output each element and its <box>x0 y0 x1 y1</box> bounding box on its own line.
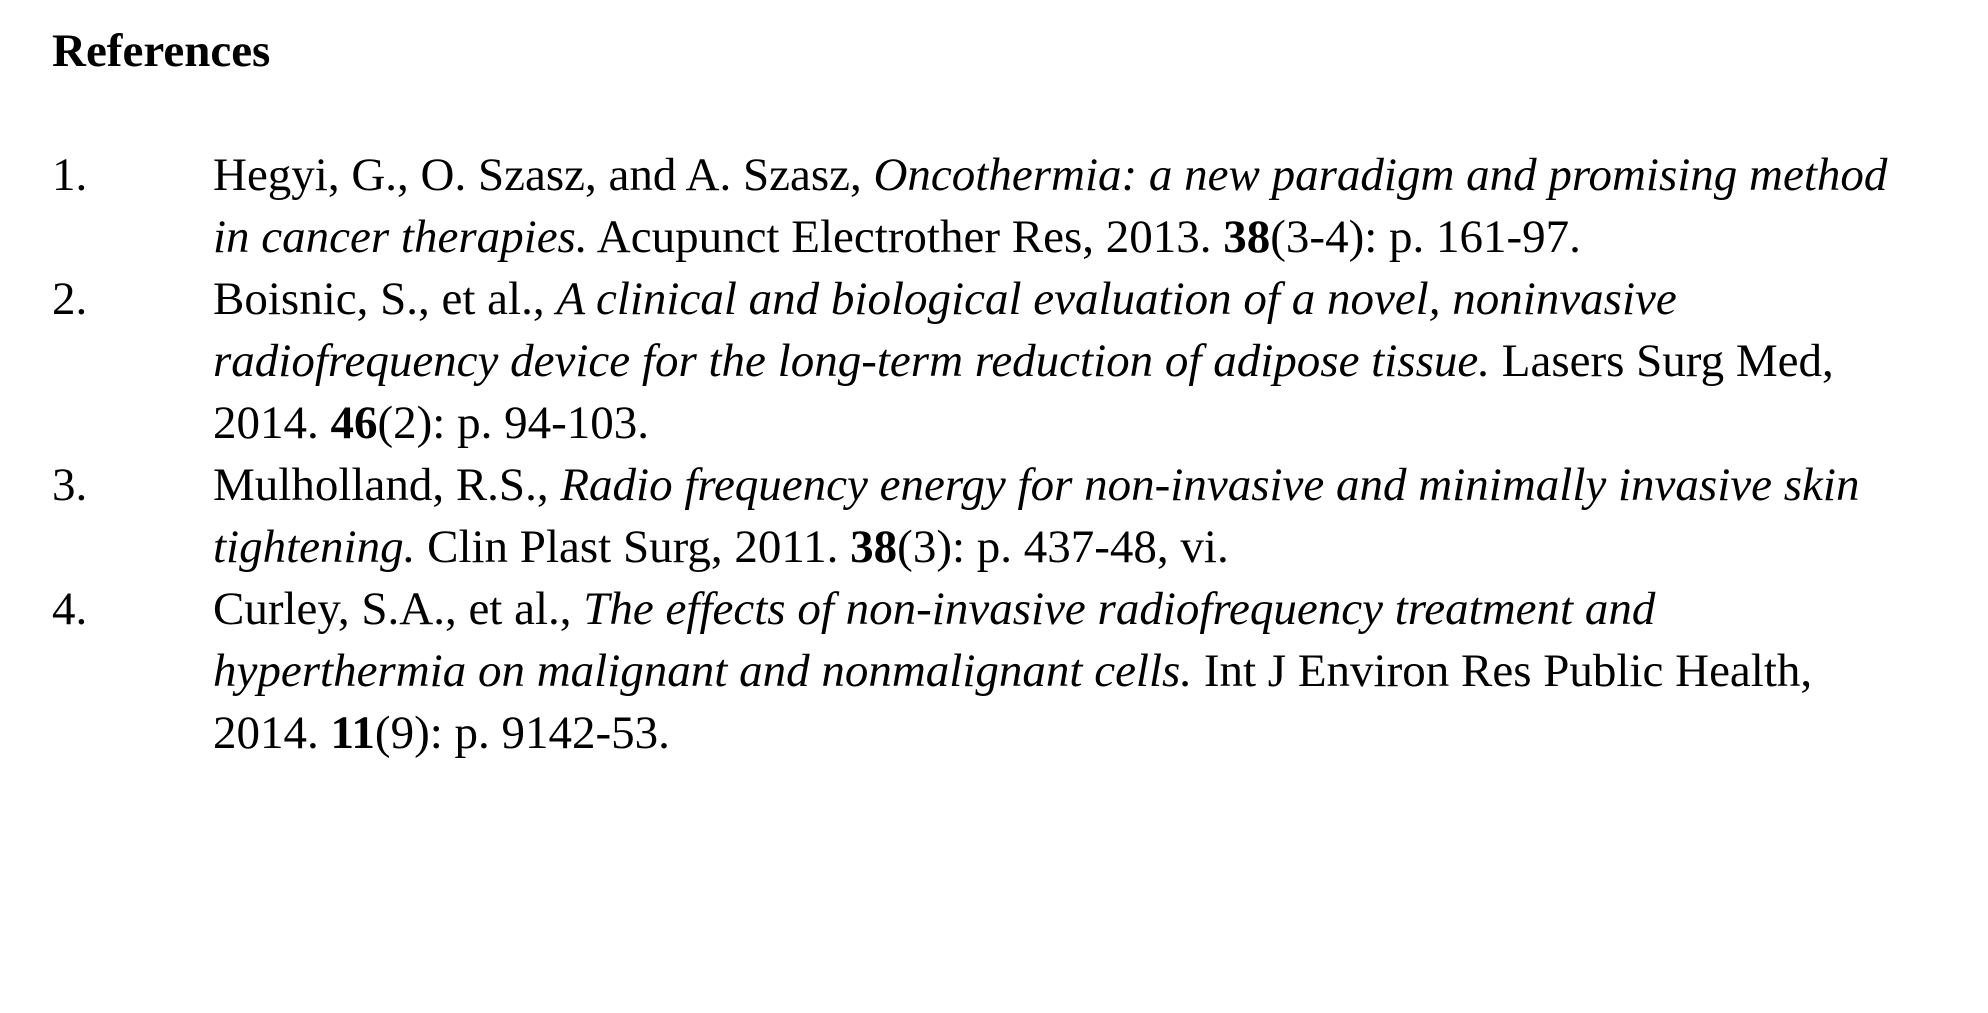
reference-pages: (2): p. 94-103. <box>377 397 650 449</box>
reference-text <box>213 454 1913 578</box>
reference-number: 1. <box>52 149 88 201</box>
reference-pages: (9): p. 9142-53. <box>374 707 670 759</box>
reference-authors: Curley, S.A., et al., <box>213 583 584 635</box>
reference-text <box>213 268 1913 454</box>
reference-item-3 <box>52 454 1932 578</box>
reference-text <box>213 578 1913 764</box>
reference-journal: Acupunct Electrother Res, 2013. <box>587 211 1224 263</box>
references-heading: References <box>52 25 271 77</box>
reference-pages: (3): p. 437-48, vi. <box>897 521 1229 573</box>
reference-title: Oncothermia: a new paradigm and promising method in cancer therapies. <box>213 149 1888 263</box>
reference-authors: Hegyi, G., O. Szasz, and A. Szasz, <box>213 149 874 201</box>
reference-volume: 38 <box>1223 211 1271 263</box>
reference-journal: Int J Environ Res Public Health, 2014. <box>213 645 1813 759</box>
reference-item-1 <box>52 144 1932 268</box>
reference-item-2 <box>52 268 1932 454</box>
reference-number: 2. <box>52 273 88 325</box>
reference-volume: 46 <box>330 397 378 449</box>
reference-authors: Boisnic, S., et al., <box>213 273 557 325</box>
reference-title: The effects of non-invasive radiofrequency treatment and hyperthermia on malignant and nonmalignant cells. <box>213 583 1656 697</box>
reference-authors: Mulholland, R.S., <box>213 459 561 511</box>
reference-list <box>52 144 1932 764</box>
reference-title: Radio frequency energy for non-invasive and minimally invasive skin tightening. <box>213 459 1860 573</box>
reference-pages: (3-4): p. 161-97. <box>1270 211 1581 263</box>
reference-journal: Lasers Surg Med, 2014. <box>213 335 1834 449</box>
reference-number: 3. <box>52 459 88 511</box>
reference-text <box>213 144 1913 268</box>
reference-volume: 11 <box>330 707 375 759</box>
reference-title: A clinical and biological evaluation of a novel, noninvasive radiofrequency device for the long-term reduction of adipose tissue. <box>213 273 1677 387</box>
reference-item-4 <box>52 578 1932 764</box>
reference-number: 4. <box>52 583 88 635</box>
reference-volume: 38 <box>850 521 898 573</box>
reference-journal: Clin Plast Surg, 2011. <box>415 521 851 573</box>
document-page <box>52 20 1932 764</box>
